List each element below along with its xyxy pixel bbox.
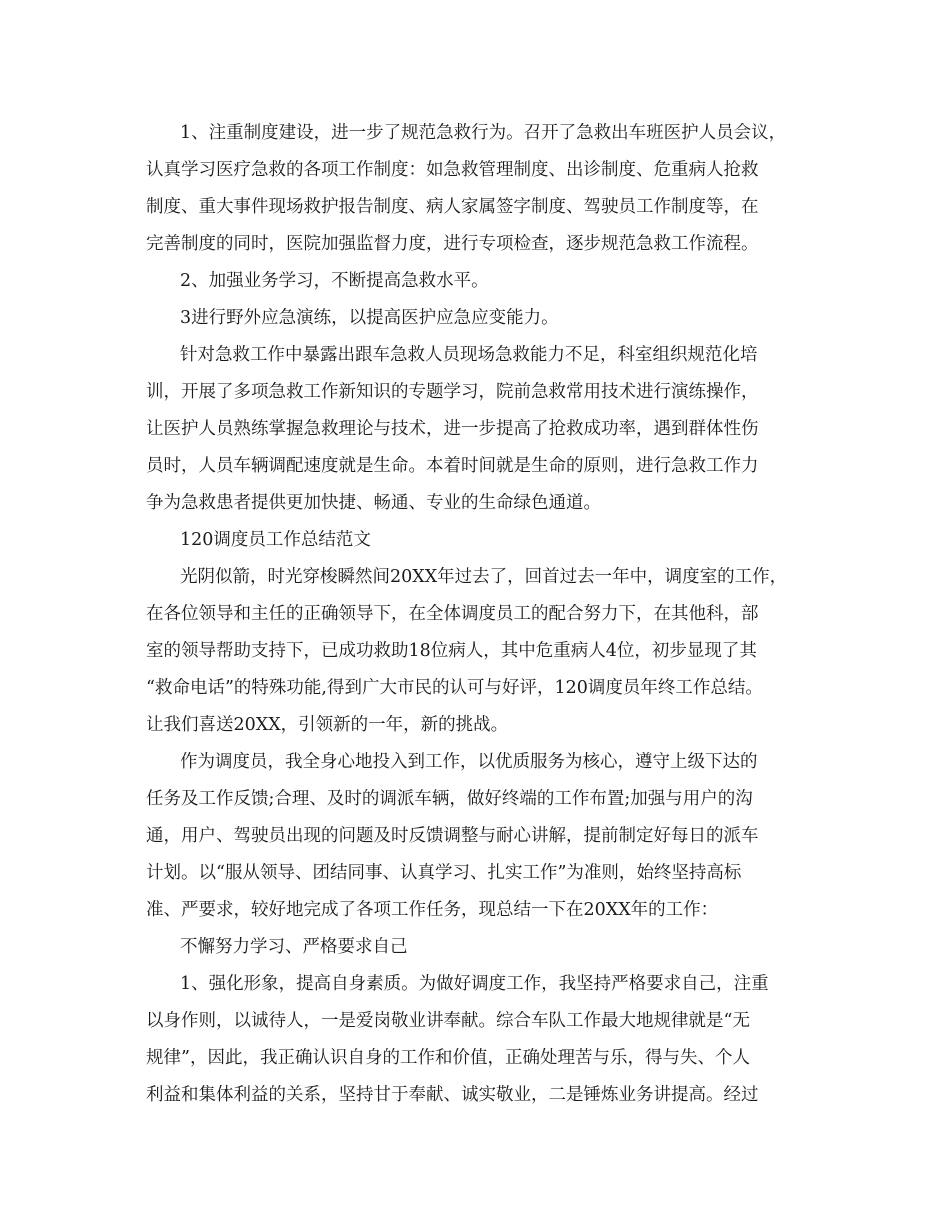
paragraph-line: 利益和集体利益的关系，坚持甘于奉献、诚实敬业，二是锤炼业务讲提高。经过 bbox=[146, 1085, 759, 1105]
paragraph-line: 制度、重大事件现场救护报告制度、病人家属签字制度、驾驶员工作制度等，在 bbox=[146, 197, 759, 217]
section-heading: 120调度员工作总结范文 bbox=[180, 530, 371, 550]
paragraph-line: 任务及工作反馈;合理、及时的调派车辆，做好终端的工作布置;加强与用户的沟 bbox=[146, 789, 753, 809]
paragraph-line: 准、严要求，较好地完成了各项工作任务，现总结一下在20XX年的工作： bbox=[146, 900, 719, 920]
paragraph-line: 员时，人员车辆调配速度就是生命。本着时间就是生命的原则，进行急救工作力 bbox=[146, 456, 759, 476]
paragraph-line: 3进行野外应急演练，以提高医护应急应变能力。 bbox=[180, 308, 559, 328]
section-heading: 不懈努力学习、严格要求自己 bbox=[180, 937, 408, 957]
paragraph-line: 以身作则，以诚待人，一是爱岗敬业讲奉献。综合车队工作最大地规律就是“无 bbox=[146, 1011, 750, 1031]
paragraph-line: 完善制度的同时，医院加强监督力度，进行专项检查，逐步规范急救工作流程。 bbox=[146, 234, 759, 254]
paragraph-line: 在各位领导和主任的正确领导下，在全体调度员工的配合努力下，在其他科，部 bbox=[146, 604, 759, 624]
paragraph-line: “救命电话”的特殊功能,得到广大市民的认可与好评，120调度员年终工作总结。 bbox=[146, 678, 763, 698]
paragraph-line: 让我们喜送20XX，引领新的一年，新的挑战。 bbox=[146, 715, 509, 735]
paragraph-line: 让医护人员熟练掌握急救理论与技术，进一步提高了抢救成功率，遇到群体性伤 bbox=[146, 419, 759, 439]
paragraph-line: 规律”，因此，我正确认识自身的工作和价值，正确处理苦与乐，得与失、个人 bbox=[146, 1048, 750, 1068]
paragraph-line: 作为调度员，我全身心地投入到工作，以优质服务为核心，遵守上级下达的 bbox=[180, 752, 758, 772]
paragraph-line: 认真学习医疗急救的各项工作制度：如急救管理制度、出诊制度、危重病人抢救 bbox=[146, 160, 759, 180]
paragraph-line: 室的领导帮助支持下，已成功救助18位病人，其中危重病人4位，初步显现了其 bbox=[146, 641, 757, 661]
paragraph-line: 针对急救工作中暴露出跟车急救人员现场急救能力不足，科室组织规范化培 bbox=[180, 345, 758, 365]
paragraph-line: 2、加强业务学习，不断提高急救水平。 bbox=[180, 271, 489, 291]
paragraph-line: 1、强化形象，提高自身素质。为做好调度工作，我坚持严格要求自己，注重 bbox=[180, 974, 769, 994]
paragraph-line: 争为急救患者提供更加快捷、畅通、专业的生命绿色通道。 bbox=[146, 493, 601, 513]
paragraph-line: 光阴似箭，时光穿梭瞬然间20XX年过去了，回首过去一年中，调度室的工作， bbox=[180, 567, 788, 587]
document-body bbox=[146, 115, 812, 1114]
paragraph-line: 训，开展了多项急救工作新知识的专题学习，院前急救常用技术进行演练操作， bbox=[146, 382, 759, 402]
paragraph-line: 计划。以“服从领导、团结同事、认真学习、扎实工作”为准则，始终坚持高标 bbox=[146, 863, 742, 883]
paragraph-line: 通，用户、驾驶员出现的问题及时反馈调整与耐心讲解，提前制定好每日的派车 bbox=[146, 826, 759, 846]
paragraph-line: 1、注重制度建设，进一步了规范急救行为。召开了急救出车班医护人员会议， bbox=[180, 123, 787, 143]
